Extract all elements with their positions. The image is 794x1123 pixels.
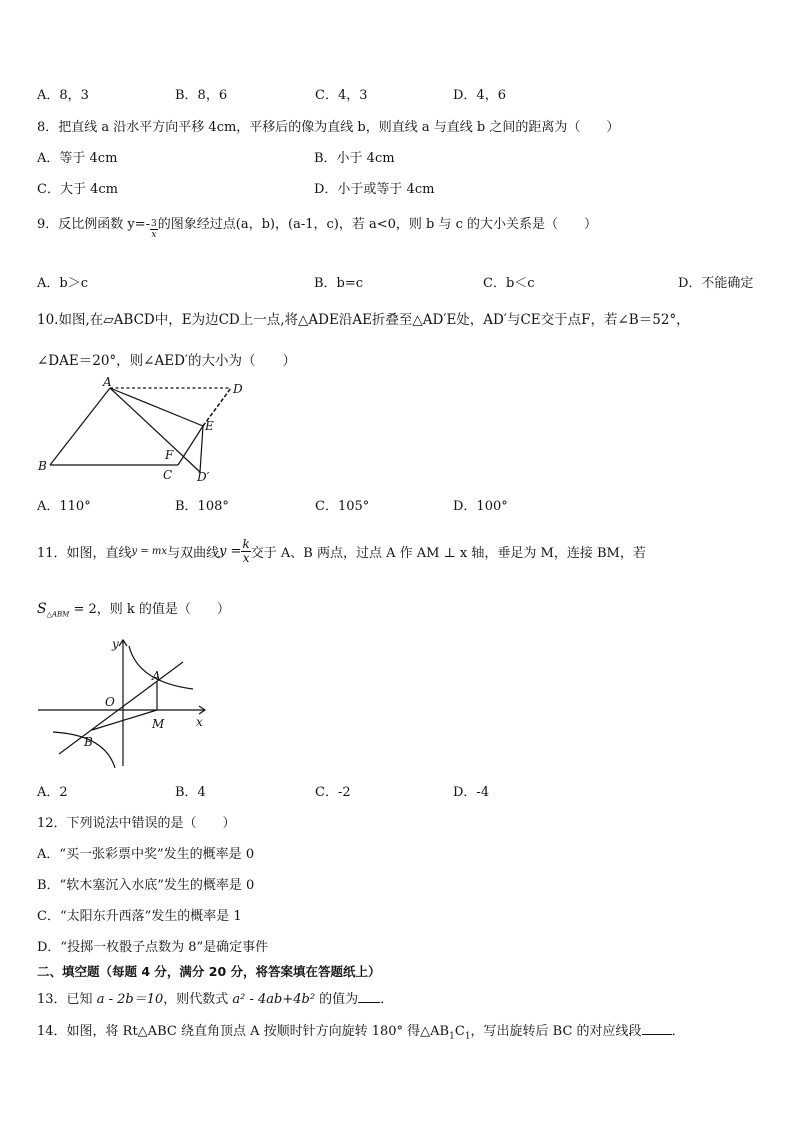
q11-option-c: C．-2 (315, 785, 351, 800)
q11-stem-pre: 11．如图，直线 (37, 546, 132, 561)
q13-mid: ，则代数式 (163, 992, 233, 1007)
q11-fraction (241, 538, 250, 565)
q11-label-y: y (112, 637, 119, 651)
q9-frac-den: x (151, 230, 157, 240)
q14-end: ． (671, 1024, 685, 1039)
q10-figure (35, 375, 255, 485)
q7-option-c: C．4，3 (315, 88, 368, 103)
q8-option-b: B．小于 4cm (314, 151, 395, 166)
q12-stem: 12．下列说法中错误的是（ ） (37, 816, 236, 831)
q8-option-c: C．大于 4cm (37, 182, 118, 197)
q9-option-a: A．b＞c (37, 276, 88, 291)
q11-line-eq: y = mx (131, 546, 168, 557)
q8-option-d: D．小于或等于 4cm (314, 182, 435, 197)
q10-option-d: D．100° (453, 499, 508, 514)
q10-label-b: B (38, 459, 47, 473)
q14-stem (37, 1020, 685, 1042)
q8-option-a: A．等于 4cm (37, 151, 118, 166)
q14-sub1: 1 (449, 1031, 455, 1042)
section-title-fill-blank: 二、填空题（每题 4 分，满分 20 分，将答案填在答题纸上） (37, 964, 381, 979)
q12-option-b: B．“软木塞沉入水底”发生的概率是 0 (37, 878, 255, 893)
q9-fraction (150, 219, 158, 240)
q9-option-c: C．b＜c (483, 276, 535, 291)
q10-stem-line2: ∠DAE＝20°，则∠AED′的大小为（ ） (37, 353, 296, 369)
q11-option-b: B．4 (175, 785, 206, 800)
q10-label-d: D (233, 382, 243, 396)
q10-label-d-prime: D′ (197, 470, 210, 484)
q9-stem-pre: 9．反比例函数 y=- (37, 217, 151, 232)
q14-mid: C (454, 1024, 465, 1039)
q12-option-d: D．“投掷一枚骰子点数为 8”是确定事件 (37, 940, 269, 955)
q11-stem (37, 538, 646, 565)
q13-stem (37, 988, 393, 1007)
q11-stem-mid: 与双曲线 (167, 546, 220, 561)
q9-stem-post: 的图象经过点(a，b)，(a-1，c)，若 a<0，则 b 与 c 的大小关系是（ ） (157, 217, 598, 232)
q9-option-b: B．b=c (314, 276, 364, 291)
q11-figure (35, 632, 215, 772)
q13-end: ． (380, 992, 394, 1007)
q10-label-c: C (163, 468, 173, 482)
q11-hyperbola-q1 (129, 646, 193, 689)
q10-option-c: C．105° (315, 499, 370, 514)
q11-option-d: D．-4 (453, 785, 490, 800)
q7-option-b: B．8，6 (175, 88, 228, 103)
q9-option-d: D．不能确定 (678, 276, 754, 291)
q10-label-e: E (205, 419, 214, 433)
q13-condition: a - 2b＝10 (96, 992, 164, 1007)
q9-stem (37, 209, 597, 240)
q10-line-ce (178, 426, 203, 465)
q13-pre: 13．已知 (37, 992, 97, 1007)
q10-option-b: B．108° (175, 499, 229, 514)
q10-label-a: A (103, 375, 112, 389)
q12-option-a: A．“买一张彩票中奖”发生的概率是 0 (37, 847, 255, 862)
q10-line-ed-prime (200, 426, 203, 472)
q11-option-a: A．2 (37, 785, 68, 800)
q11-label-x: x (196, 715, 203, 729)
q13-expression: a² - 4ab+4b² (232, 992, 316, 1007)
q11-cond-s: S (37, 601, 47, 617)
q11-label-m: M (152, 717, 165, 731)
q10-label-f: F (165, 448, 174, 462)
q13-post: 的值为 (315, 992, 359, 1007)
q9-frac-num: 3 (151, 219, 157, 229)
q11-cond-rest: = 2，则 k 的值是（ ） (69, 602, 230, 617)
q11-line-bm (92, 710, 157, 730)
q12-option-c: C．“太阳东升西落”发生的概率是 1 (37, 909, 242, 924)
q11-frac-num: k (242, 537, 250, 551)
q7-option-a: A．8，3 (37, 88, 89, 103)
q11-line-mx (59, 662, 183, 754)
q10-stem-line1: 10.如图,在▱ABCD中，E为边CD上一点,将△ADE沿AE折叠至△AD′E处，AD′与CE交于点F，若∠B＝52°， (37, 312, 690, 328)
q11-stem-post: 交于 A、B 两点，过点 A 作 AM ⊥ x 轴，垂足为 M，连接 BM，若 (250, 546, 646, 561)
q11-condition (37, 598, 230, 619)
q10-line-ab (50, 388, 110, 465)
q7-option-d: D．4，6 (453, 88, 506, 103)
q10-line-ae (110, 388, 203, 426)
q14-pre: 14．如图，将 Rt△ABC 绕直角顶点 A 按顺时针方向旋转 180° 得△AB (37, 1024, 450, 1039)
q8-stem: 8．把直线 a 沿水平方向平移 4cm，平移后的像为直线 b，则直线 a 与直线 b 之间的距离为（ ） (37, 120, 620, 135)
q11-frac-den: x (242, 551, 250, 565)
q11-curve-lhs: y = (219, 544, 242, 559)
q11-cond-sub: △ABM (46, 610, 70, 619)
q13-answer-blank (358, 992, 380, 1003)
q14-post: ，写出旋转后 BC 的对应线段 (470, 1024, 642, 1039)
q10-line-ad-prime (110, 388, 200, 472)
q11-label-a: A (152, 669, 161, 683)
q14-answer-blank (642, 1024, 672, 1035)
q10-option-a: A．110° (37, 499, 91, 514)
q14-sub2: 1 (464, 1031, 471, 1042)
q11-label-b: B (84, 735, 93, 749)
q11-label-o: O (105, 695, 115, 709)
